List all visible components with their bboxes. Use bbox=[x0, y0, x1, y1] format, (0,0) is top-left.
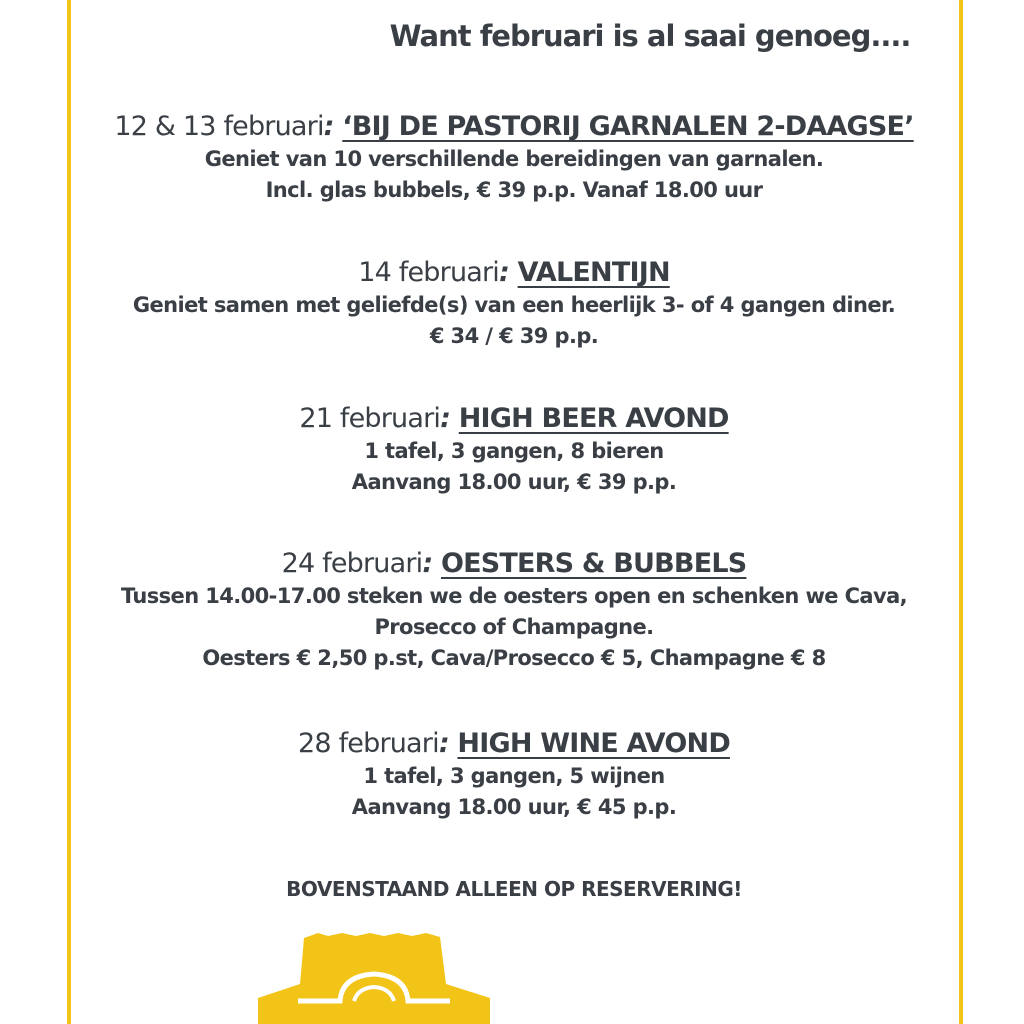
event-block bbox=[72, 110, 956, 206]
event-title bbox=[72, 402, 956, 436]
event-detail-line: 1 tafel, 3 gangen, 8 bieren bbox=[364, 439, 664, 463]
event-title bbox=[72, 727, 956, 761]
event-separator: : bbox=[440, 403, 459, 434]
event-detail-line: Tussen 14.00-17.00 steken we de oesters open en schenken we Cava, bbox=[120, 584, 908, 608]
event-separator: : bbox=[323, 111, 343, 142]
event-block bbox=[72, 547, 956, 674]
event-separator: : bbox=[422, 548, 441, 579]
event-name: OESTERS & BUBBELS bbox=[440, 548, 747, 579]
reservation-notice: BOVENSTAAND ALLEEN OP RESERVERING! bbox=[286, 877, 742, 901]
event-detail-line: Aanvang 18.00 uur, € 45 p.p. bbox=[351, 795, 677, 819]
event-detail-line: Prosecco of Champagne. bbox=[374, 615, 654, 639]
event-date: 14 februari bbox=[358, 257, 500, 288]
event-date: 28 februari bbox=[298, 728, 439, 759]
event-name: VALENTIJN bbox=[517, 257, 670, 288]
event-name: ‘BIJ DE PASTORIJ GARNALEN 2-DAAGSE’ bbox=[342, 111, 914, 142]
event-detail-line: Oesters € 2,50 p.st, Cava/Prosecco € 5, Champagne € 8 bbox=[202, 646, 826, 670]
event-date: 24 februari bbox=[281, 548, 423, 579]
right-border-line bbox=[959, 0, 963, 1024]
event-block bbox=[72, 256, 956, 352]
tagline: Want februari is al saai genoeg.... bbox=[389, 19, 911, 53]
event-block bbox=[72, 727, 956, 823]
church-building-icon bbox=[258, 932, 490, 1024]
event-detail-line: Aanvang 18.00 uur, € 39 p.p. bbox=[351, 470, 677, 494]
event-date: 12 & 13 februari bbox=[114, 111, 324, 142]
event-separator: : bbox=[499, 257, 518, 288]
event-name: HIGH BEER AVOND bbox=[458, 403, 729, 434]
event-detail-line: € 34 / € 39 p.p. bbox=[429, 324, 599, 348]
event-date: 21 februari bbox=[299, 403, 441, 434]
event-title bbox=[72, 110, 956, 144]
event-name: HIGH WINE AVOND bbox=[457, 728, 730, 759]
event-detail-line: Incl. glas bubbels, € 39 p.p. Vanaf 18.00 uur bbox=[265, 178, 763, 202]
event-title bbox=[72, 547, 956, 581]
event-detail-line: 1 tafel, 3 gangen, 5 wijnen bbox=[363, 764, 665, 788]
event-title bbox=[72, 256, 956, 290]
event-block bbox=[72, 402, 956, 498]
event-detail-line: Geniet van 10 verschillende bereidingen van garnalen. bbox=[204, 147, 824, 171]
event-detail-line: Geniet samen met geliefde(s) van een heerlijk 3- of 4 gangen diner. bbox=[132, 293, 896, 317]
event-separator: : bbox=[438, 728, 458, 759]
left-border-line bbox=[67, 0, 71, 1024]
